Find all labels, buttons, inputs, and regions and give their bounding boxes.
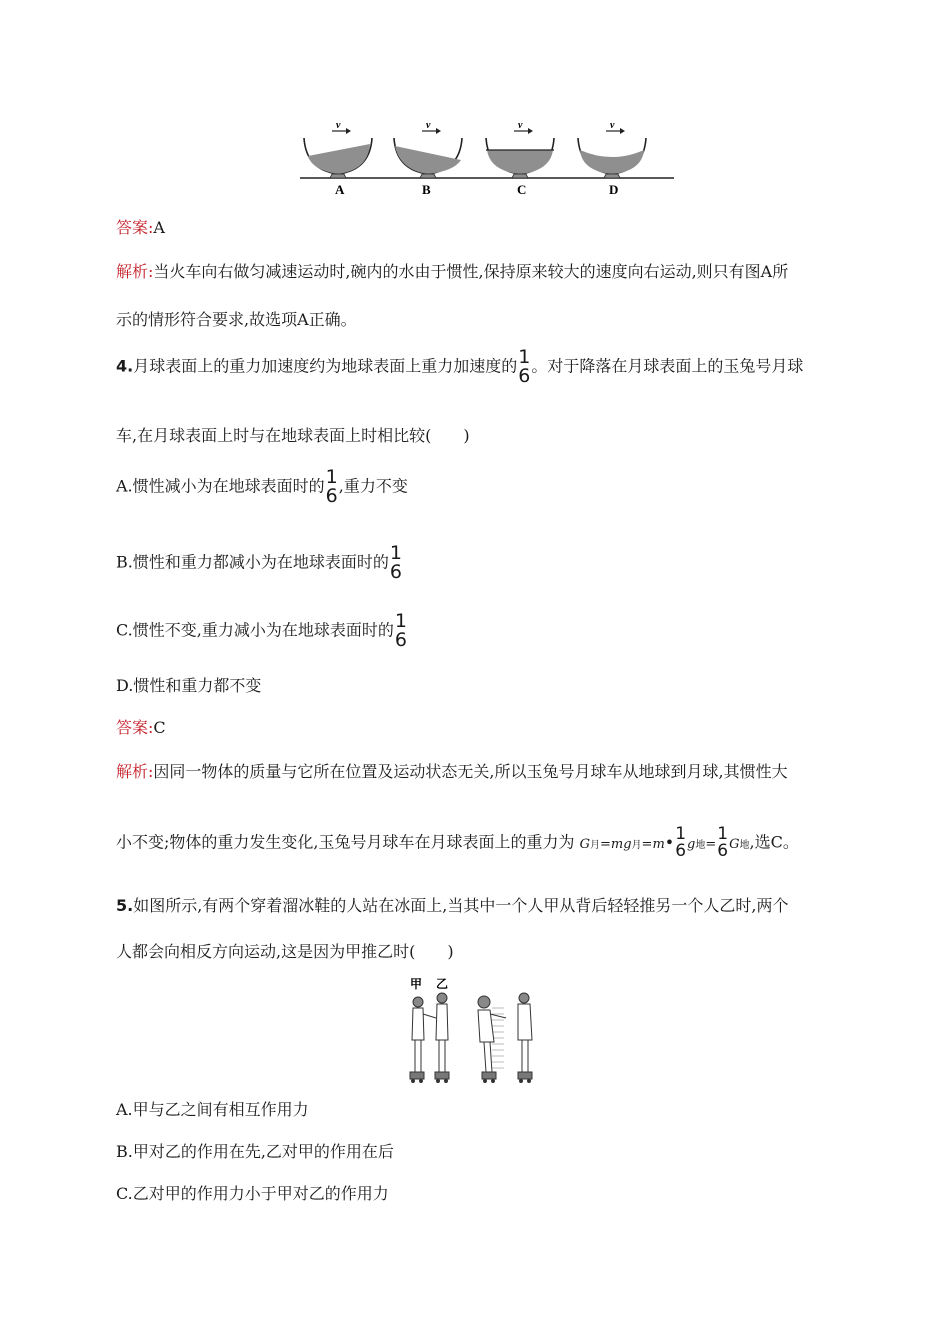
figure-label-yi: 乙 xyxy=(436,977,449,991)
q5-option-c: C.乙对甲的作用力小于甲对乙的作用力 xyxy=(116,1184,389,1203)
bowl-label-a: A xyxy=(335,182,345,197)
bowl-b xyxy=(394,120,462,178)
bowl-d xyxy=(578,120,646,178)
q5-option-b: B.甲对乙的作用在先,乙对甲的作用在后 xyxy=(116,1142,394,1161)
q4-answer xyxy=(116,718,166,738)
bowl-label-c: C xyxy=(517,182,527,197)
analysis-label: 解析: xyxy=(116,762,154,781)
q4-stem-line1: 4.月球表面上的重力加速度约为地球表面上重力加速度的 1 6 。对于降落在月球表面上的玉兔号月球 xyxy=(116,346,804,387)
q3-analysis-line1: 解析:当火车向右做匀减速运动时,碗内的水由于惯性,保持原来较大的速度向右运动,则只有图A所 xyxy=(116,262,789,281)
bowl-label-b: B xyxy=(422,182,431,197)
q4-stem-line2: 车,在月球表面上时与在地球表面上时相比较( ) xyxy=(116,426,470,445)
q4-option-d: D.惯性和重力都不变 xyxy=(116,676,262,695)
bowl-c xyxy=(486,120,554,178)
skater-jia-after xyxy=(478,996,506,1083)
fraction-one-sixth: 1 6 xyxy=(675,824,687,861)
answer-value: C xyxy=(153,718,166,737)
q4-option-c: C.惯性不变,重力减小为在地球表面时的 1 6 xyxy=(116,610,407,651)
question-number: 5. xyxy=(116,896,134,915)
q4-analysis-line1: 解析:因同一物体的质量与它所在位置及运动状态无关,所以玉兔号月球车从地球到月球,其惯性大 xyxy=(116,762,788,781)
q5-option-a: A.甲与乙之间有相互作用力 xyxy=(116,1100,309,1119)
skaters-figure xyxy=(404,974,554,1090)
answer-value: A xyxy=(153,218,165,237)
q4-option-a: A.惯性减小为在地球表面时的 1 6 ,重力不变 xyxy=(116,466,408,507)
gravity-formula: G月=mg月=m• 1 6 g地= 1 6 G地 xyxy=(579,824,750,861)
skater-yi-after xyxy=(518,993,532,1083)
analysis-label: 解析: xyxy=(116,262,154,281)
fraction-one-sixth: 1 6 xyxy=(394,610,407,651)
q3-answer xyxy=(116,218,165,238)
velocity-symbol-a: v xyxy=(336,120,341,131)
q5-stem-line1: 5.如图所示,有两个穿着溜冰鞋的人站在冰面上,当其中一个人甲从背后轻轻推另一个人乙时,两个 xyxy=(116,896,789,915)
fraction-one-sixth: 1 6 xyxy=(325,466,338,507)
velocity-symbol-b: v xyxy=(426,120,431,131)
q3-analysis-line2: 示的情形符合要求,故选项A正确。 xyxy=(116,310,357,329)
answer-label: 答案: xyxy=(116,718,154,737)
question-number: 4. xyxy=(116,356,134,376)
skater-yi-before xyxy=(435,993,449,1083)
q4-option-b: B.惯性和重力都减小为在地球表面时的 1 6 xyxy=(116,542,402,583)
bowls-figure xyxy=(296,120,681,198)
q5-stem-line2: 人都会向相反方向运动,这是因为甲推乙时( ) xyxy=(116,942,454,961)
q4-analysis-line2: 小不变;物体的重力发生变化,玉兔号月球车在月球表面上的重力为 G月=mg月=m• 1 6 g地= 1 6 G地,选C。 xyxy=(116,824,799,861)
velocity-symbol-c: v xyxy=(518,120,523,131)
bowl-a xyxy=(304,120,372,178)
fraction-one-sixth: 1 6 xyxy=(518,346,531,387)
skater-jia-before xyxy=(410,997,436,1083)
figure-label-jia: 甲 xyxy=(410,977,423,991)
fraction-one-sixth: 1 6 xyxy=(389,542,402,583)
fraction-one-sixth: 1 6 xyxy=(717,824,729,861)
bowl-label-d: D xyxy=(609,182,619,197)
velocity-symbol-d: v xyxy=(610,120,615,131)
answer-label: 答案: xyxy=(116,218,154,237)
